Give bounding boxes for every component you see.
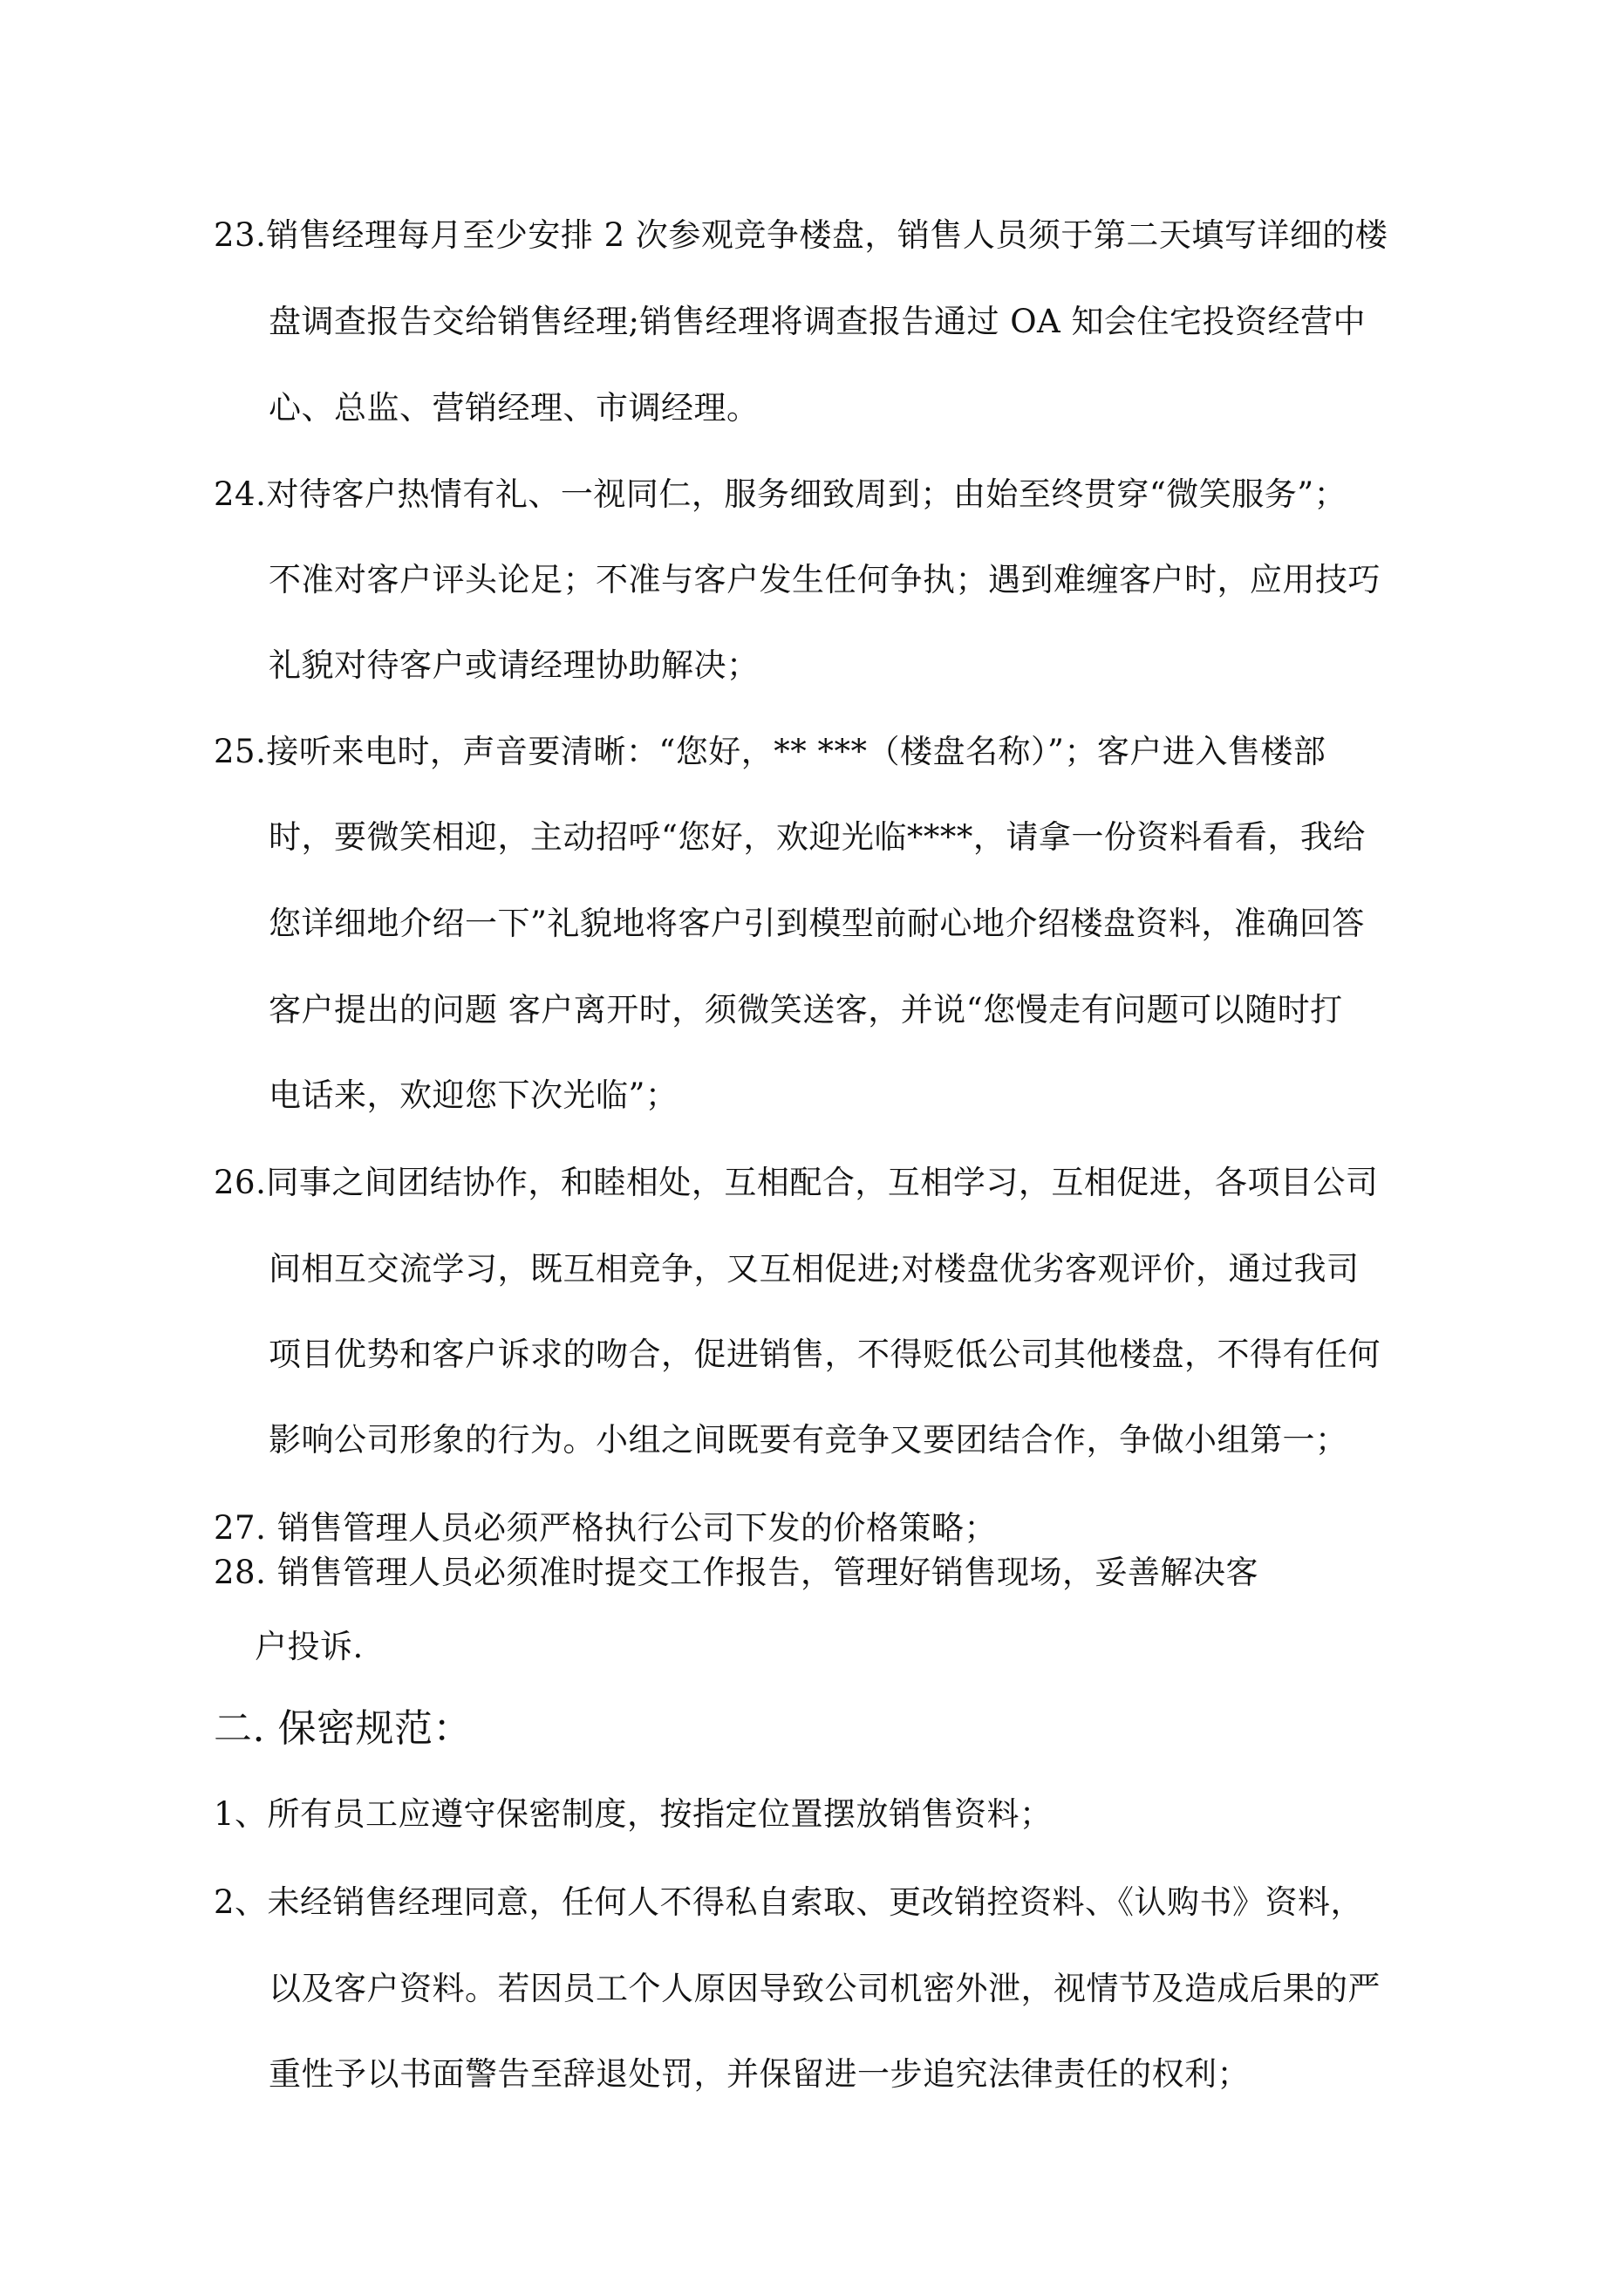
item-23-line-1 — [214, 216, 1388, 255]
item-number: 2、 — [214, 1883, 268, 1921]
item-26-line-3: 项目优势和客户诉求的吻合，促进销售，不得贬低公司其他楼盘，不得有任何 — [269, 1336, 1381, 1373]
item-number: 1、 — [214, 1795, 268, 1833]
item-26-line-1 — [214, 1164, 1378, 1202]
item-text: 销售管理人员必须严格执行公司下发的价格策略； — [277, 1509, 997, 1547]
item-25-line-2: 时，要微笑相迎，主动招呼“您好，欢迎光临****，请拿一份资料看看，我给 — [269, 818, 1366, 856]
item-27-line-1 — [214, 1509, 997, 1548]
item-number: 28. — [214, 1554, 267, 1591]
section-heading: 二. 保密规范： — [214, 1706, 472, 1751]
item-text: 对待客户热情有礼、一视同仁，服务细致周到；由始至终贯穿“微笑服务”； — [266, 475, 1347, 513]
item-text: 销售管理人员必须准时提交工作报告，管理好销售现场，妥善解决客 — [277, 1554, 1258, 1591]
section-item-2-line-3: 重性予以书面警告至辞退处罚，并保留进一步追究法律责任的权利； — [269, 2055, 1250, 2093]
item-text: 同事之间团结协作，和睦相处，互相配合，互相学习，互相促进，各项目公司 — [266, 1164, 1379, 1201]
section-item-2-line-2: 以及客户资料。若因员工个人原因导致公司机密外泄，视情节及造成后果的严 — [269, 1970, 1381, 2007]
item-25-line-3: 您详细地介绍一下”礼貌地将客户引到模型前耐心地介绍楼盘资料，准确回答 — [269, 905, 1365, 942]
item-26-line-2: 间相互交流学习，既互相竞争，又互相促进;对楼盘优劣客观评价，通过我司 — [269, 1250, 1360, 1288]
section-item-1-line-1 — [214, 1795, 1053, 1834]
item-25-line-5: 电话来，欢迎您下次光临”； — [269, 1076, 679, 1114]
item-23-line-2: 盘调查报告交给销售经理;销售经理将调查报告通过 OA 知会住宅投资经营中 — [269, 303, 1367, 340]
item-28-line-2: 户投诉. — [255, 1628, 364, 1665]
item-26-line-4: 影响公司形象的行为。小组之间既要有竞争又要团结合作，争做小组第一； — [269, 1421, 1348, 1459]
item-24-line-3: 礼貌对待客户或请经理协助解决； — [269, 646, 760, 684]
item-24-line-2: 不准对客户评头论足；不准与客户发生任何争执；遇到难缠客户时，应用技巧 — [269, 561, 1381, 598]
item-number: 25. — [214, 733, 267, 770]
section-item-2-line-1 — [214, 1883, 1363, 1922]
item-number: 27. — [214, 1509, 267, 1547]
item-number: 26. — [214, 1164, 267, 1201]
item-number: 23. — [214, 216, 267, 254]
item-text: 未经销售经理同意，任何人不得私自索取、更改销控资料、《认购书》资料， — [267, 1883, 1364, 1921]
item-text: 接听来电时，声音要清晰：“您好，** ***（楼盘名称）”；客户进入售楼部 — [266, 733, 1326, 770]
item-text: 销售经理每月至少安排 2 次参观竞争楼盘，销售人员须于第二天填写详细的楼 — [266, 216, 1388, 254]
item-25-line-4: 客户提出的问题 客户离开时，须微笑送客，并说“您慢走有问题可以随时打 — [269, 991, 1343, 1028]
item-number: 24. — [214, 475, 267, 513]
item-24-line-1 — [214, 475, 1347, 514]
item-text: 所有员工应遵守保密制度，按指定位置摆放销售资料； — [267, 1795, 1053, 1833]
item-28-line-1 — [214, 1554, 1258, 1592]
item-25-line-1 — [214, 733, 1326, 771]
item-23-line-3: 心、总监、营销经理、市调经理。 — [269, 389, 760, 427]
